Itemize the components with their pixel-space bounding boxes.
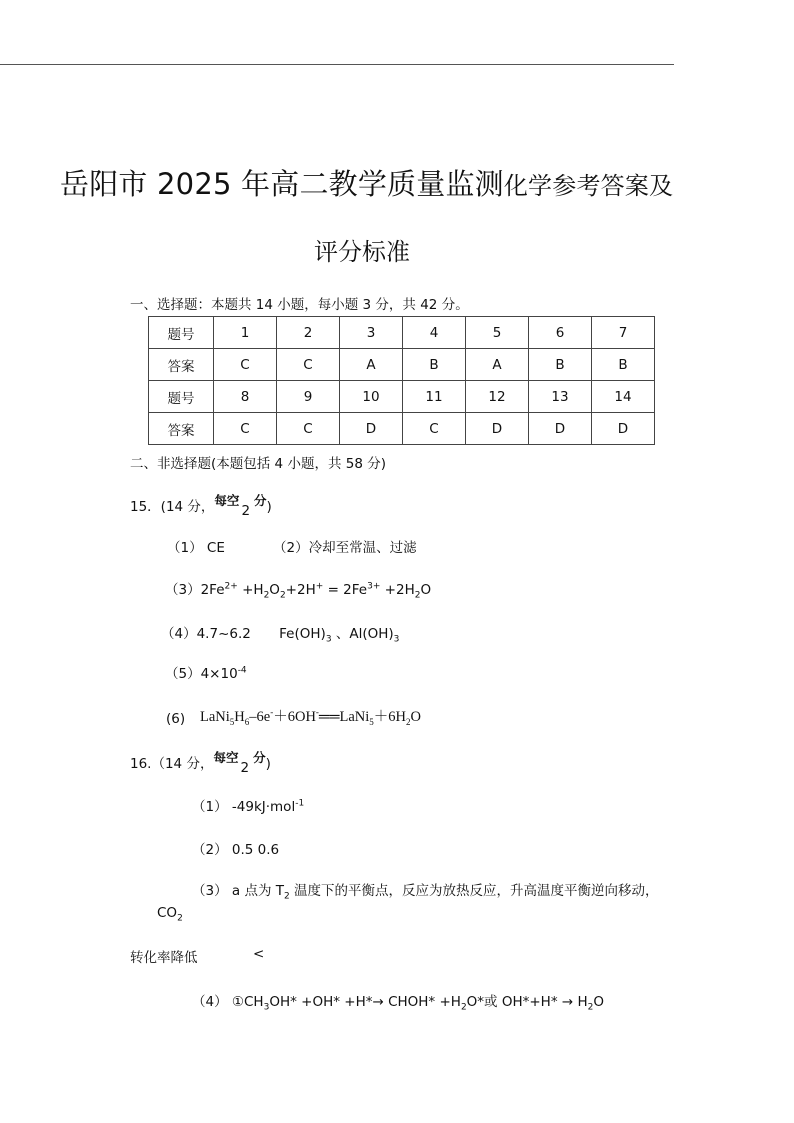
q15-answer-1: （1） CE — [167, 540, 225, 556]
q16-answer-3: （3） a 点为 $T_2$ 温度下的平衡点，反应为放热反应，升高温度平衡逆向移动， — [192, 883, 659, 902]
table-cell: 13 — [529, 381, 592, 413]
table-row-header: 题号 — [149, 381, 214, 413]
table-cell: 8 — [214, 381, 277, 413]
table-cell: B — [592, 349, 655, 381]
q16-answer-3-symbol: < — [253, 946, 265, 962]
table-row-header: 答案 — [149, 349, 214, 381]
table-cell: C — [214, 413, 277, 445]
header-rule — [0, 64, 674, 65]
table-cell: D — [340, 413, 403, 445]
section2-heading: 二、非选择题(本题包括 4 小题，共 58 分) — [130, 456, 386, 472]
table-cell: C — [277, 413, 340, 445]
table-cell: B — [529, 349, 592, 381]
answer-table — [148, 316, 655, 445]
table-cell: D — [466, 413, 529, 445]
q16-answer-4: （4） $①CH_3OH* +OH* +H*\to$ CHOH* $+H_2O*$或 $OH*+H* \to H_2O$ — [192, 994, 604, 1013]
table-row-header: 答案 — [149, 413, 214, 445]
q15-answer-5: $(5)4\times 10^{-4}$ — [165, 665, 247, 682]
table-cell: 12 — [466, 381, 529, 413]
table-row — [149, 413, 655, 445]
table-cell: C — [277, 349, 340, 381]
table-cell: 6 — [529, 317, 592, 349]
q16-answer-3-cont: 转化率降低 — [130, 950, 198, 966]
table-row — [149, 381, 655, 413]
table-cell: D — [529, 413, 592, 445]
q15-answer-4: （4）4.7~6.2 $Fe(OH)_3$ 、$Al(OH)_3$ — [161, 626, 400, 645]
table-cell: 10 — [340, 381, 403, 413]
q16-heading: 16.（14 分，每空2分) — [130, 750, 271, 776]
table-cell: A — [340, 349, 403, 381]
section1-heading: 一、选择题：本题共 14 小题，每小题 3 分，共 42 分。 — [130, 297, 469, 313]
table-cell: C — [403, 413, 466, 445]
table-cell: 9 — [277, 381, 340, 413]
table-cell: 3 — [340, 317, 403, 349]
q16-answer-3-co2: $CO_2$ — [157, 905, 183, 924]
table-cell: 7 — [592, 317, 655, 349]
q16-answer-1: （1） -49kJ·mol$^{-1}$ — [192, 798, 305, 815]
page-subtitle: 评分标准 — [314, 238, 410, 266]
table-cell: 14 — [592, 381, 655, 413]
table-row — [149, 317, 655, 349]
q15-answer-6-equation: $LaNi_5H_6-6e^-+6OH^-══LaNi_5+6H_2O$ — [200, 707, 421, 727]
page-title: 岳阳市 2025 年高二教学质量监测化学参考答案及 — [60, 167, 674, 201]
table-cell: 2 — [277, 317, 340, 349]
table-row — [149, 349, 655, 381]
q16-answer-2: （2） 0.5 0.6 — [192, 842, 280, 858]
q15-answer-2: （2）冷却至常温、过滤 — [273, 540, 417, 556]
q15-heading: 15．(14 分，每空2分) — [130, 493, 272, 519]
table-cell: 4 — [403, 317, 466, 349]
table-cell: B — [403, 349, 466, 381]
q15-answer-3: $(3)2Fe^{2+} +H_2O_2+2H^+ = 2Fe^{3+} +2H_2O$ — [165, 581, 432, 601]
table-cell: D — [592, 413, 655, 445]
table-cell: A — [466, 349, 529, 381]
table-cell: C — [214, 349, 277, 381]
table-cell: 11 — [403, 381, 466, 413]
table-cell: 1 — [214, 317, 277, 349]
table-row-header: 题号 — [149, 317, 214, 349]
q15-answer-6-label: (6) — [166, 711, 186, 727]
table-cell: 5 — [466, 317, 529, 349]
